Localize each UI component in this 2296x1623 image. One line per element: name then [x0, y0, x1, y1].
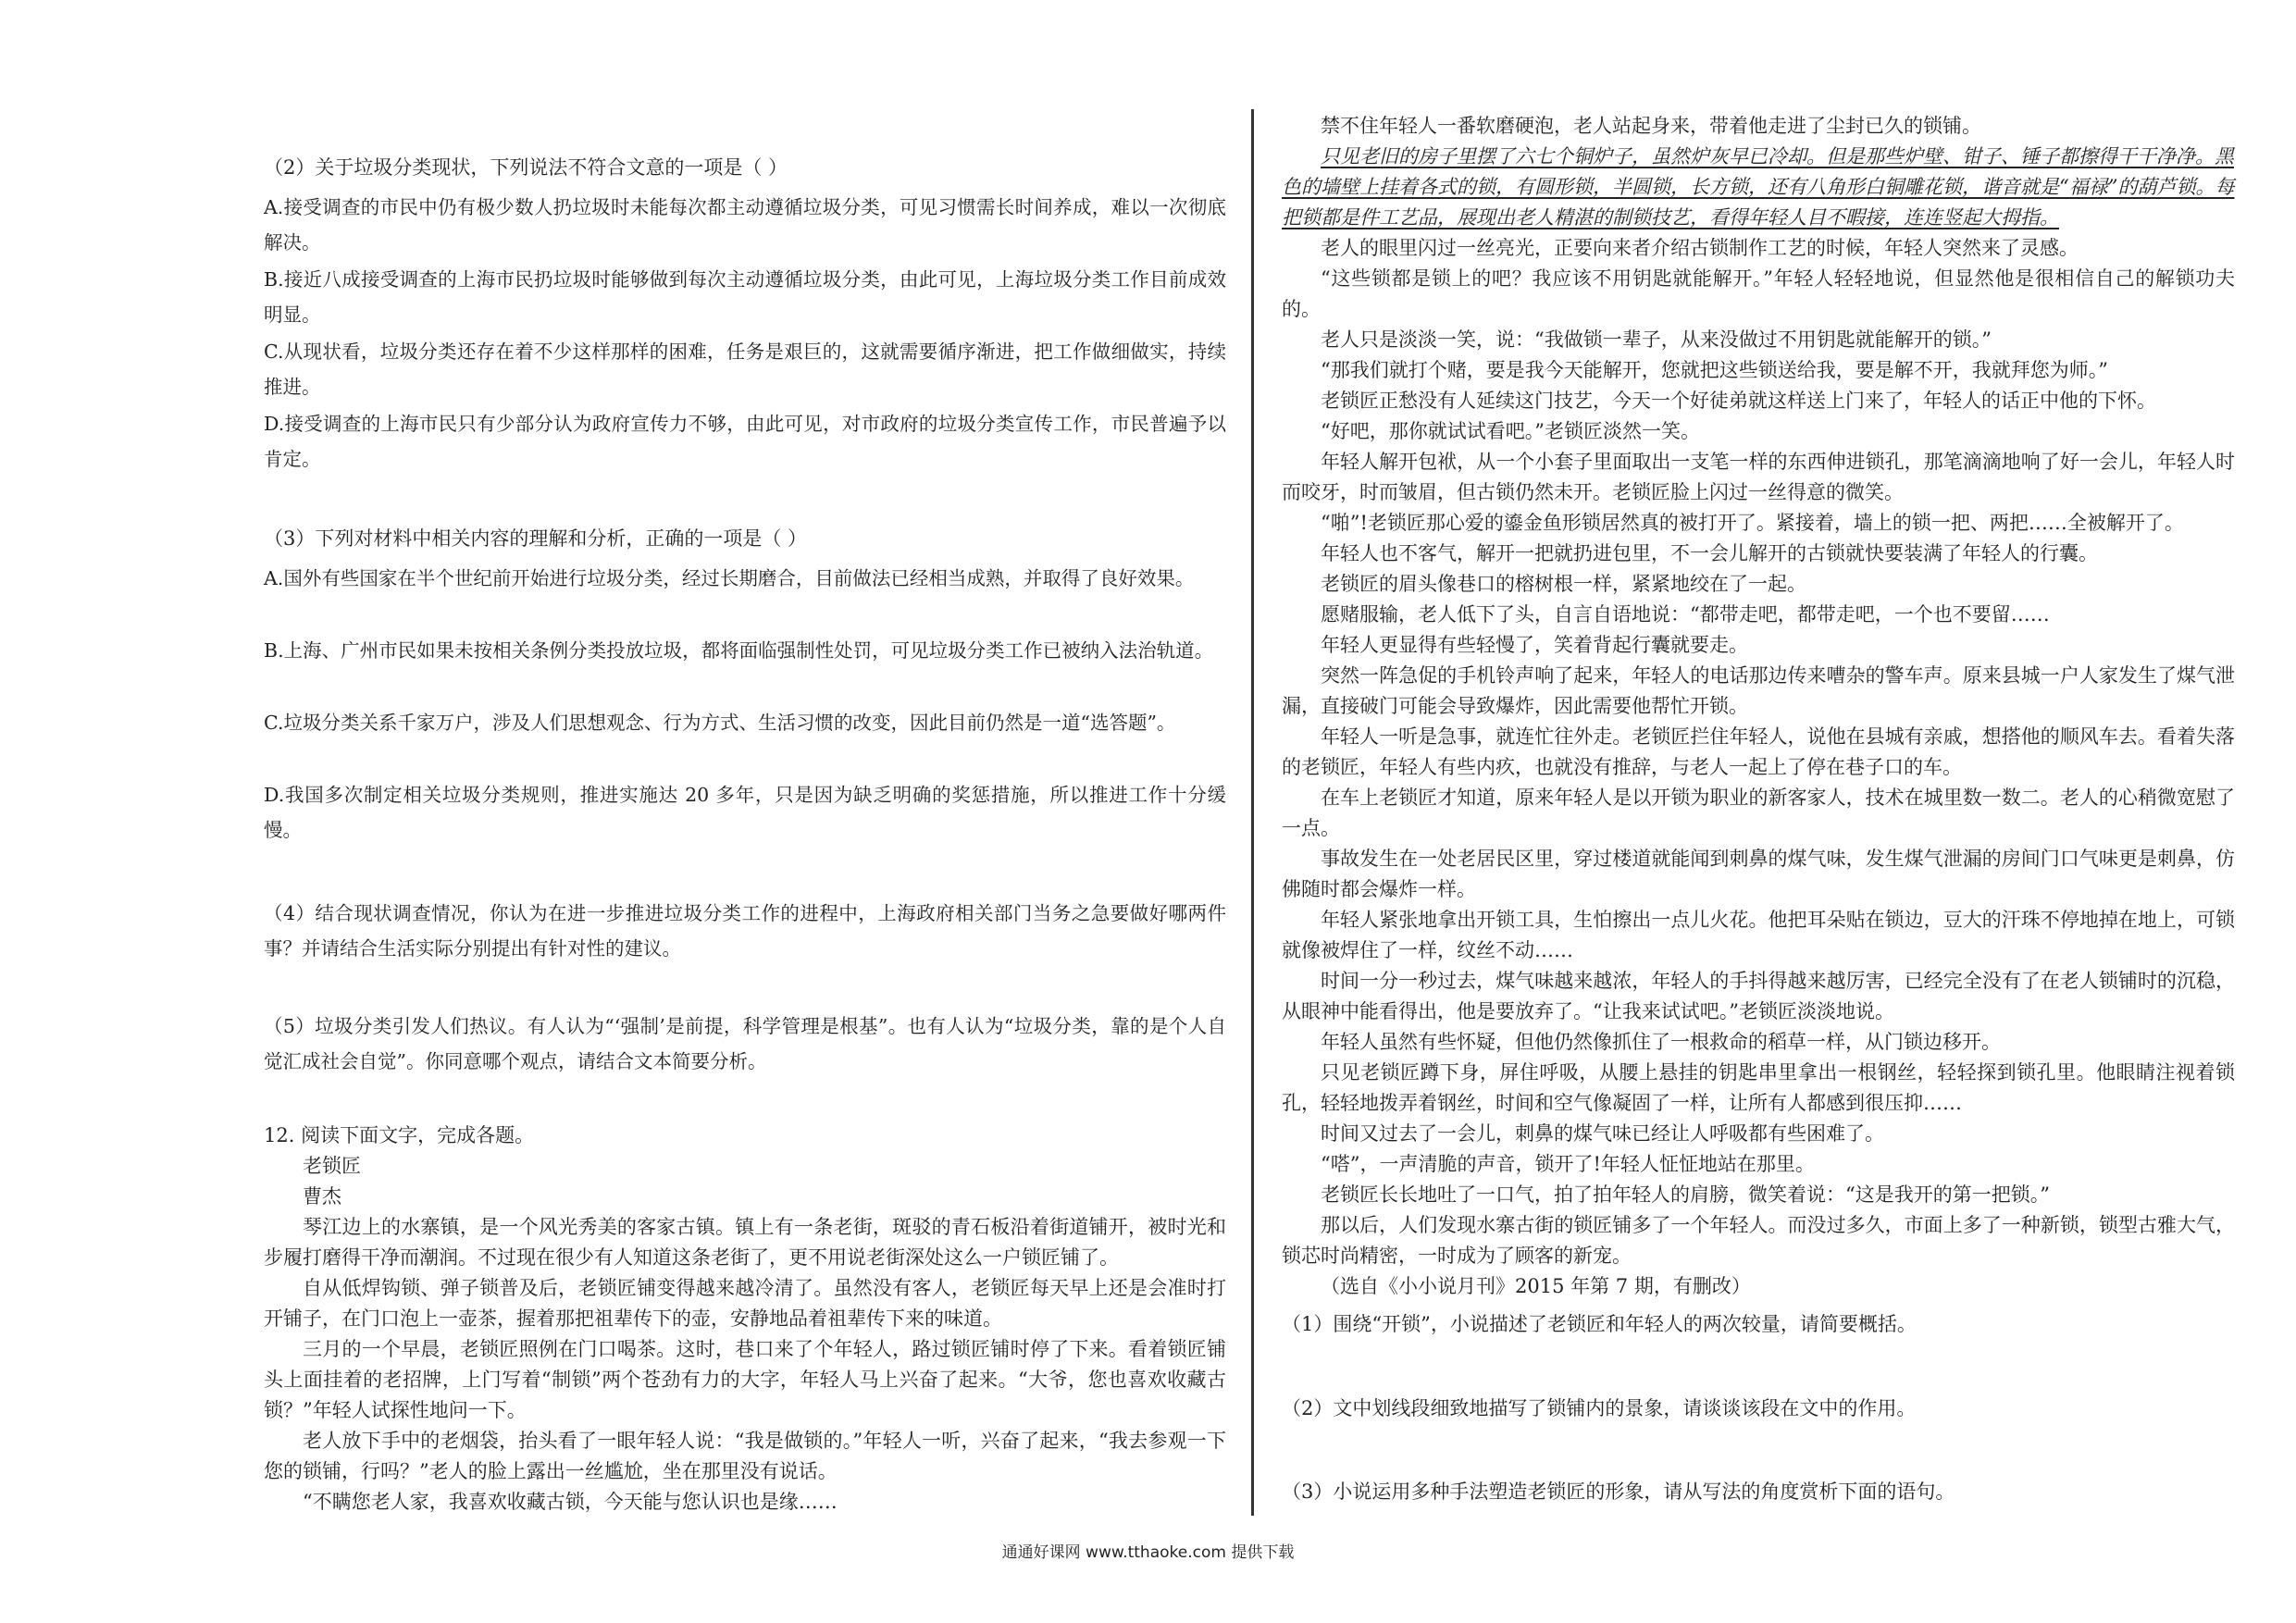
story-paragraph: 时间一分一秒过去，煤气味越来越浓，年轻人的手抖得越来越厉害，已经完全没有了在老人锁铺时的沉稳，从眼神中能看得出，他是要放弃了。“让我来试试吧。”老锁匠淡淡地说。 [1282, 970, 2235, 1022]
story-paragraph: 年轻人解开包袱，从一个小套子里面取出一支笔一样的东西伸进锁孔，那笔滴滴地响了好一会儿，年轻人时而咬牙，时而皱眉，但古锁仍然未开。老锁匠脸上闪过一丝得意的微笑。 [1282, 451, 2235, 503]
question-3-option-d: D.我国多次制定相关垃圾分类规则，推进实施达 20 多年，只是因为缺乏明确的奖惩措施，所以推进工作十分缓慢。 [264, 784, 1226, 841]
story-paragraph: 年轻人更显得有些轻慢了，笑着背起行囊就要走。 [1321, 634, 1748, 656]
question-3-option-a: A.国外有些国家在半个世纪前开始进行垃圾分类，经过长期磨合，目前做法已经相当成熟，并取得了良好效果。 [264, 567, 1195, 589]
story-source: （选自《小小说月刊》2015 年第 7 期，有删改） [1321, 1275, 1751, 1297]
question-2-option-b: B.接近八成接受调查的上海市民扔垃圾时能够做到每次主动遵循垃圾分类，由此可见，上海垃圾分类工作目前成效明显。 [264, 268, 1226, 326]
question-3-option-b: B.上海、广州市民如果未按相关条例分类投放垃圾，都将面临强制性处罚，可见垃圾分类工作已被纳入法治轨道。 [264, 639, 1214, 662]
story-paragraph: 琴江边上的水寨镇，是一个风光秀美的客家古镇。镇上有一条老街，斑驳的青石板沿着街道铺开，被时光和步履打磨得干净而潮润。不过现在很少有人知道这条老街了，更不用说老街深处这么一户锁匠铺了。 [264, 1216, 1226, 1269]
story-paragraph: 年轻人虽然有些怀疑，但他仍然像抓住了一根救命的稻草一样，从门锁边移开。 [1321, 1031, 2001, 1053]
story-paragraph: 事故发生在一处老居民区里，穿过楼道就能闻到刺鼻的煤气味，发生煤气泄漏的房间门口气味更是刺鼻，仿佛随时都会爆炸一样。 [1282, 848, 2235, 900]
question-2-option-d: D.接受调查的上海市民只有少部分认为政府宣传力不够，由此可见，对市政府的垃圾分类宣传工作，市民普遍予以肯定。 [264, 413, 1226, 470]
sub-question-3: （3）小说运用多种手法塑造老锁匠的形象，请从写法的角度赏析下面的语句。 [1282, 1481, 1955, 1503]
story-author: 曹杰 [303, 1185, 341, 1208]
story-paragraph: “不瞒您老人家，我喜欢收藏古锁，今天能与您认识也是缘…… [303, 1491, 838, 1513]
story-paragraph: 老人放下手中的老烟袋，抬头看了一眼年轻人说：“我是做锁的。”年轻人一听，兴奋了起来，“我去参观一下您的锁铺，行吗？”老人的脸上露出一丝尴尬，坐在那里没有说话。 [264, 1430, 1226, 1482]
story-paragraph: “那我们就打个赌，要是我今天能解开，您就把这些锁送给我，要是解不开，我就拜您为师。” [1321, 359, 2108, 381]
story-paragraph: 年轻人一听是急事，就连忙往外走。老锁匠拦住年轻人，说他在县城有亲戚，想搭他的顺风车去。看着失落的老锁匠，年轻人有些内疚，也就没有推辞，与老人一起上了停在巷子口的车。 [1282, 725, 2235, 778]
story-paragraph: 自从低焊钩锁、弹子锁普及后，老锁匠铺变得越来越冷清了。虽然没有客人，老锁匠每天早上还是会准时打开铺子，在门口泡上一壶茶，握着那把祖辈传下的壶，安静地品着祖辈传下来的味道。 [264, 1277, 1226, 1330]
story-paragraph: 三月的一个早晨，老锁匠照例在门口喝茶。这时，巷口来了个年轻人，路过锁匠铺时停了下来。看着锁匠铺头上面挂着的老招牌，上门写着“制锁”两个苍劲有力的大字，年轻人马上兴奋了起来。“大爷，您也喜欢收藏古锁？”年轻人试探性地问一下。 [264, 1338, 1226, 1421]
story-paragraph: 在车上老锁匠才知道，原来年轻人是以开锁为职业的新客家人，技术在城里数一数二。老人的心稍微宽慰了一点。 [1282, 787, 2235, 839]
question-2-stem: （2）关于垃圾分类现状，下列说法不符合文意的一项是（ ） [264, 156, 788, 179]
sub-question-2: （2）文中划线段细致地描写了锁铺内的景象，请谈谈该段在文中的作用。 [1282, 1397, 1917, 1419]
story-paragraph: 那以后，人们发现水寨古街的锁匠铺多了一个年轻人。而没过多久，市面上多了一种新锁，锁型古雅大气，锁芯时尚精密，一时成为了顾客的新宠。 [1282, 1214, 2235, 1267]
story-paragraph: 老人的眼里闪过一丝亮光，正要向来者介绍古锁制作工艺的时候，年轻人突然来了灵感。 [1321, 237, 2079, 259]
story-paragraph: 禁不住年轻人一番软磨硬泡，老人站起身来，带着他走进了尘封已久的锁铺。 [1321, 115, 1981, 137]
question-4: （4）结合现状调查情况，你认为在进一步推进垃圾分类工作的进程中，上海政府相关部门当务之急要做好哪两件事？并请结合生活实际分别提出有针对性的建议。 [264, 902, 1226, 960]
question-3-option-c: C.垃圾分类关系千家万户，涉及人们思想观念、行为方式、生活习惯的改变，因此目前仍然是一道“选答题”。 [264, 712, 1176, 734]
story-paragraph: “啪”!老锁匠那心爱的鎏金鱼形锁居然真的被打开了。紧接着，墙上的锁一把、两把……全被解开了。 [1321, 512, 2184, 534]
story-paragraph: 愿赌服输，老人低下了头，自言自语地说：“都带走吧，都带走吧，一个也不要留…… [1321, 603, 2050, 626]
story-paragraph: 老锁匠正愁没有人延续这门技艺，今天一个好徒弟就这样送上门来了，年轻人的话正中他的下怀。 [1321, 390, 2156, 412]
question-3-stem: （3）下列对材料中相关内容的理解和分析，正确的一项是（ ） [264, 527, 808, 550]
story-paragraph: 时间又过去了一会儿，刺鼻的煤气味已经让人呼吸都有些困难了。 [1321, 1122, 1884, 1145]
story-paragraph: 只见老锁匠蹲下身，屏住呼吸，从腰上悬挂的钥匙串里拿出一根钢丝，轻轻探到锁孔里。他眼睛注视着锁孔，轻轻地拨弄着钢丝，时间和空气像凝固了一样，让所有人都感到很压抑…… [1282, 1061, 2235, 1114]
story-paragraph: 老锁匠的眉头像巷口的榕树根一样，紧紧地绞在了一起。 [1321, 573, 1806, 595]
page-footer: 通通好课网 www.tthaoke.com 提供下载 [1001, 1543, 1295, 1562]
question-5: （5）垃圾分类引发人们热议。有人认为“‘强制’是前提，科学管理是根基”。也有人认为“垃圾分类，靠的是个人自觉汇成社会自觉”。你同意哪个观点，请结合文本简要分析。 [264, 1015, 1226, 1072]
story-paragraph: 年轻人紧张地拿出开锁工具，生怕擦出一点儿火花。他把耳朵贴在锁边，豆大的汗珠不停地掉在地上，可锁就像被焊住了一样，纹丝不动…… [1282, 909, 2235, 961]
sub-question-1: （1）围绕“开锁”，小说描述了老锁匠和年轻人的两次较量，请简要概括。 [1282, 1313, 1917, 1335]
story-paragraph: 年轻人也不客气，解开一把就扔进包里，不一会儿解开的古锁就快要装满了年轻人的行囊。 [1321, 542, 2098, 564]
story-title: 老锁匠 [303, 1155, 361, 1177]
story-paragraph: “好吧，那你就试试看吧。”老锁匠淡然一笑。 [1321, 420, 1700, 442]
column-divider [1251, 109, 1254, 1516]
underlined-passage: 只见老旧的房子里摆了六七个铜炉子，虽然炉灰早已冷却。但是那些炉壁、钳子、锤子都擦得干干净净。黑色的墙壁上挂着各式的锁，有圆形锁，半圆锁，长方锁，还有八角形白铜雕花锁，谐音就是“福禄”的葫芦锁。每把锁都是件工艺品，展现出老人精湛的制锁技艺，看得年轻人目不暇接，连连竖起大拇指。 [1282, 145, 2235, 229]
question-2-option-a: A.接受调查的市民中仍有极少数人扔垃圾时未能每次都主动遵循垃圾分类，可见习惯需长时间养成，难以一次彻底解决。 [264, 196, 1226, 254]
question-2-option-c: C.从现状看，垃圾分类还存在着不少这样那样的困难，任务是艰巨的，这就需要循序渐进，把工作做细做实，持续推进。 [264, 341, 1226, 398]
story-paragraph: 突然一阵急促的手机铃声响了起来，年轻人的电话那边传来嘈杂的警车声。原来县城一户人家发生了煤气泄漏，直接破门可能会导致爆炸，因此需要他帮忙开锁。 [1282, 664, 2235, 717]
story-paragraph: “这些锁都是锁上的吧？我应该不用钥匙就能解开。”年轻人轻轻地说，但显然他是很相信自己的解锁功夫的。 [1282, 267, 2235, 320]
story-paragraph: “嗒”，一声清脆的声音，锁开了!年轻人怔怔地站在那里。 [1321, 1153, 1815, 1175]
question-12-heading: 12. 阅读下面文字，完成各题。 [264, 1124, 535, 1146]
story-paragraph: 老锁匠长长地吐了一口气，拍了拍年轻人的肩膀，微笑着说：“这是我开的第一把锁。” [1321, 1183, 2050, 1206]
story-paragraph: 老人只是淡淡一笑，说：“我做锁一辈子，从来没做过不用钥匙就能解开的锁。” [1321, 328, 1992, 351]
